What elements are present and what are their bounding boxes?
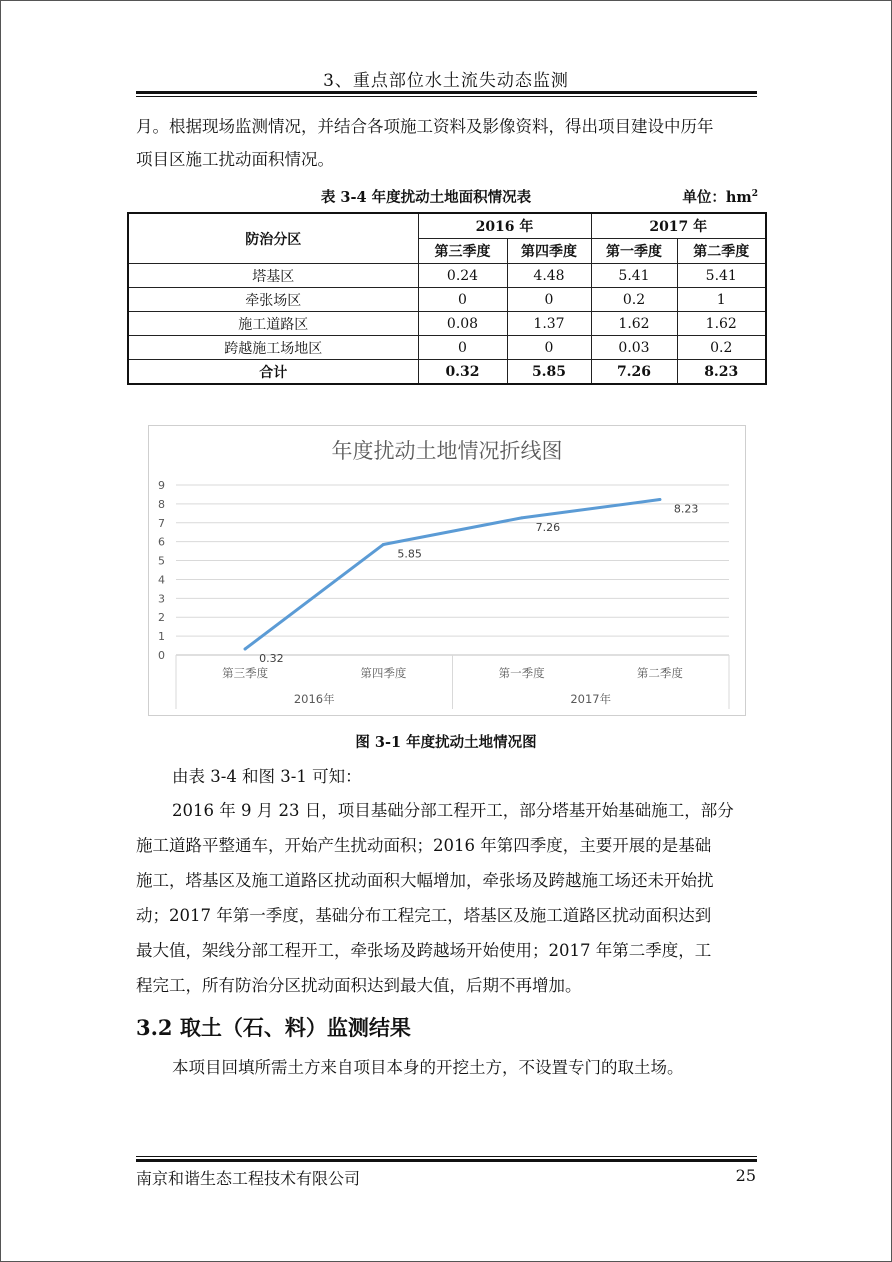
- x-group-label: 2017年: [570, 692, 612, 706]
- y-tick-label: 3: [158, 592, 165, 606]
- value-cell: 0: [418, 336, 507, 360]
- value-cell: 5.41: [677, 264, 766, 288]
- zone-cell: 牵张场区: [128, 288, 418, 312]
- value-cell: 1.62: [591, 312, 677, 336]
- chart-title: 年度扰动土地情况折线图: [331, 439, 563, 463]
- chart-y-ticks: [158, 479, 165, 662]
- y-tick-label: 9: [158, 479, 165, 492]
- value-cell: 0.2: [677, 336, 766, 360]
- body-paragraph-2-line-2: 施工道路平整通车，开始产生扰动面积；2016 年第四季度，主要开展的是基础: [136, 836, 712, 855]
- value-cell: 5.41: [591, 264, 677, 288]
- x-tick-label: 第二季度: [636, 666, 683, 680]
- data-point: [520, 516, 523, 519]
- value-cell: 1.62: [677, 312, 766, 336]
- value-cell: 0: [507, 336, 591, 360]
- y-tick-label: 8: [158, 497, 165, 511]
- table-row: [128, 336, 766, 360]
- body-paragraph-2-line-3: 施工，塔基区及施工道路区扰动面积大幅增加，牵张场及跨越施工场还未开始扰: [136, 871, 714, 890]
- page-header-title: 3、重点部位水土流失动态监测: [323, 71, 569, 91]
- data-point: [244, 647, 247, 650]
- header-quarter: 第三季度: [418, 239, 507, 264]
- line-chart-container: [148, 425, 746, 716]
- value-cell: 0: [507, 288, 591, 312]
- footer-rule: [136, 1156, 757, 1162]
- zone-cell: 施工道路区: [128, 312, 418, 336]
- section-paragraph: 本项目回填所需土方来自项目本身的开挖土方，不设置专门的取土场。: [172, 1058, 684, 1077]
- table-row: [128, 264, 766, 288]
- y-tick-label: 7: [158, 516, 165, 530]
- body-paragraph-2-line-5: 最大值，架线分部工程开工，牵张场及跨越场开始使用；2017 年第二季度，工: [136, 941, 712, 960]
- intro-line-2: 项目区施工扰动面积情况。: [136, 150, 334, 169]
- chart-gridlines: [176, 485, 729, 636]
- data-label: 8.23: [673, 502, 699, 516]
- data-point: [382, 543, 385, 546]
- x-tick-label: 第一季度: [498, 666, 545, 680]
- section-heading: 3.2 取土（石、料）监测结果: [136, 1015, 411, 1040]
- y-tick-label: 2: [158, 611, 165, 625]
- footer-page-number: 25: [735, 1166, 756, 1185]
- value-cell: 0.2: [591, 288, 677, 312]
- header-year-2017: 2017 年: [591, 213, 766, 239]
- header-year-2016: 2016 年: [418, 213, 591, 239]
- data-label: 0.32: [259, 651, 284, 665]
- value-cell: 0.08: [418, 312, 507, 336]
- table-row: [128, 312, 766, 336]
- total-value-cell: 0.32: [418, 360, 507, 385]
- chart-series: [244, 498, 662, 650]
- total-value-cell: 8.23: [677, 360, 766, 385]
- disturbance-area-table: [127, 212, 767, 385]
- value-cell: 0.24: [418, 264, 507, 288]
- table-header-row-years: [128, 213, 766, 239]
- value-cell: 4.48: [507, 264, 591, 288]
- header-quarter: 第二季度: [677, 239, 766, 264]
- data-point: [658, 498, 661, 501]
- body-paragraph-1: 由表 3-4 和图 3-1 可知：: [172, 767, 362, 786]
- header-quarter: 第四季度: [507, 239, 591, 264]
- table-title: 表 3-4 年度扰动土地面积情况表: [320, 189, 532, 206]
- data-label: 7.26: [535, 520, 561, 534]
- zone-cell: 塔基区: [128, 264, 418, 288]
- y-tick-label: 1: [158, 630, 165, 644]
- value-cell: 1: [677, 288, 766, 312]
- intro-line-1: 月。根据现场监测情况，并结合各项施工资料及影像资料，得出项目建设中历年: [136, 117, 714, 136]
- value-cell: 0.03: [591, 336, 677, 360]
- y-tick-label: 0: [158, 649, 165, 662]
- y-tick-label: 6: [158, 535, 165, 549]
- body-paragraph-2-line-1: 2016 年 9 月 23 日，项目基础分部工程开工，部分塔基开始基础施工，部分: [172, 801, 734, 820]
- header-rule: [136, 91, 757, 97]
- x-tick-label: 第四季度: [360, 666, 407, 680]
- table-unit: 单位：$hm^2$: [682, 189, 758, 206]
- header-zone: 防治分区: [128, 213, 418, 264]
- series-line-合计: [245, 500, 660, 649]
- table-row: [128, 288, 766, 312]
- total-value-cell: 7.26: [591, 360, 677, 385]
- value-cell: 0: [418, 288, 507, 312]
- body-paragraph-2-line-4: 动；2017 年第一季度，基础分布工程完工，塔基区及施工道路区扰动面积达到: [136, 906, 712, 925]
- total-label-cell: 合计: [128, 360, 418, 385]
- line-chart: [149, 426, 745, 715]
- x-tick-label: 第三季度: [222, 666, 269, 680]
- table-total-row: [128, 360, 766, 385]
- x-group-label: 2016年: [293, 692, 335, 706]
- y-tick-label: 4: [158, 573, 165, 587]
- data-label: 5.85: [397, 547, 422, 561]
- y-tick-label: 5: [158, 554, 165, 568]
- zone-cell: 跨越施工场地区: [128, 336, 418, 360]
- footer-company: 南京和谐生态工程技术有限公司: [136, 1169, 361, 1188]
- body-paragraph-2-line-6: 程完工，所有防治分区扰动面积达到最大值，后期不再增加。: [136, 976, 582, 995]
- header-quarter: 第一季度: [591, 239, 677, 264]
- value-cell: 1.37: [507, 312, 591, 336]
- total-value-cell: 5.85: [507, 360, 591, 385]
- figure-caption: 图 3-1 年度扰动土地情况图: [355, 734, 537, 751]
